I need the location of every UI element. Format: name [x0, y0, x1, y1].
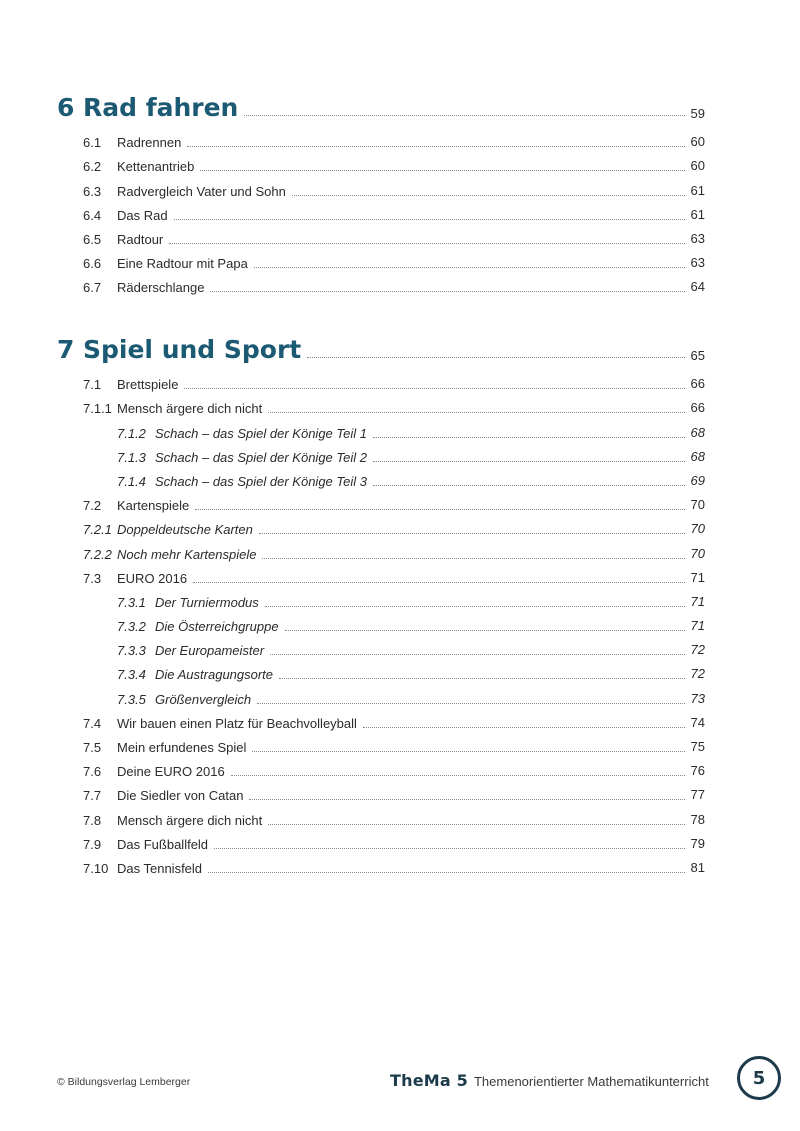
dot-leader	[252, 750, 685, 752]
toc-entry[interactable]	[57, 127, 705, 151]
entry-number: 7.3.4	[117, 667, 146, 683]
chapter-number: 6	[57, 93, 75, 122]
dot-leader	[265, 605, 685, 607]
entry-page: 64	[690, 279, 705, 295]
chapter-page: 65	[690, 348, 705, 363]
entry-number: 7.1.2	[117, 425, 146, 441]
entry-title: Wir bauen einen Platz für Beachvolleyball	[117, 715, 357, 731]
entry-title: Mensch ärgere dich nicht	[117, 401, 263, 417]
toc-entry[interactable]	[57, 587, 705, 611]
toc-entry[interactable]	[57, 466, 705, 490]
entry-title: Radtour	[117, 231, 164, 247]
entry-title: Räderschlange	[117, 280, 205, 296]
dot-leader	[268, 823, 685, 825]
toc-entry[interactable]	[57, 780, 705, 804]
dot-leader	[257, 702, 685, 704]
toc-entry[interactable]	[57, 175, 705, 199]
toc-entry[interactable]	[57, 248, 705, 272]
entry-number: 7.9	[83, 836, 102, 852]
entry-number: 6.1	[83, 135, 102, 151]
entry-page: 71	[690, 569, 705, 585]
entry-title: Kettenantrieb	[117, 159, 195, 175]
dot-leader	[268, 411, 685, 413]
dot-leader	[193, 581, 685, 583]
entry-number: 7.1.3	[117, 449, 146, 465]
dot-leader	[249, 798, 685, 800]
entry-page: 78	[690, 811, 705, 827]
dot-leader	[363, 726, 685, 728]
entry-number: 6.3	[83, 183, 102, 199]
entry-page: 73	[690, 690, 705, 706]
dot-leader	[373, 436, 685, 438]
entry-number: 6.4	[83, 207, 102, 223]
dot-leader	[231, 774, 685, 776]
entry-page: 79	[690, 835, 705, 851]
dot-leader	[270, 653, 685, 655]
entry-number: 7.3.3	[117, 643, 146, 659]
chapter-heading	[57, 89, 705, 123]
entry-number: 7.1	[83, 377, 102, 393]
entry-number: 7.7	[83, 788, 102, 804]
toc-entry[interactable]	[57, 853, 705, 877]
dot-leader	[262, 557, 685, 559]
entry-title: Der Europameister	[155, 643, 265, 659]
entry-title: Radvergleich Vater und Sohn	[117, 183, 286, 199]
dot-leader	[214, 847, 685, 849]
entry-number: 7.3.5	[117, 691, 146, 707]
toc-entry[interactable]	[57, 732, 705, 756]
entry-number: 7.3	[83, 570, 102, 586]
dot-leader	[254, 266, 685, 268]
entry-title: Das Tennisfeld	[117, 860, 203, 876]
page-number: 5	[737, 1056, 781, 1100]
dot-leader	[210, 290, 685, 292]
entry-title: Doppeldeutsche Karten	[117, 522, 253, 538]
entry-number: 6.5	[83, 231, 102, 247]
dot-leader	[200, 169, 685, 171]
entry-page: 72	[690, 666, 705, 682]
entry-title: Die Austragungsorte	[155, 667, 274, 683]
entry-title: EURO 2016	[117, 570, 188, 586]
entry-title: Radrennen	[117, 135, 182, 151]
entry-number: 6.6	[83, 256, 102, 272]
entry-title: Eine Radtour mit Papa	[117, 256, 248, 272]
entry-page: 66	[690, 376, 705, 392]
entry-number: 6.7	[83, 280, 102, 296]
toc-entry[interactable]	[57, 514, 705, 538]
toc-entry[interactable]	[57, 804, 705, 828]
toc-entry[interactable]	[57, 369, 705, 393]
entry-page: 63	[690, 255, 705, 271]
entry-number: 6.2	[83, 159, 102, 175]
entry-number: 7.2	[83, 498, 102, 514]
entry-title: Schach – das Spiel der Könige Teil 3	[155, 473, 367, 489]
entry-page: 61	[690, 206, 705, 222]
chapter-heading	[57, 331, 705, 365]
entry-title: Brettspiele	[117, 377, 179, 393]
entry-title: Die Siedler von Catan	[117, 788, 244, 804]
entry-page: 66	[690, 400, 705, 416]
entry-page: 71	[690, 593, 705, 609]
entry-number: 7.4	[83, 715, 102, 731]
chapter-title: Spiel und Sport	[83, 335, 302, 364]
entry-page: 74	[690, 714, 705, 730]
toc-entry[interactable]	[57, 417, 705, 441]
entry-page: 77	[690, 787, 705, 803]
toc-entry[interactable]	[57, 272, 705, 296]
toc-entry[interactable]	[57, 151, 705, 175]
entry-title: Die Österreichgruppe	[155, 619, 279, 635]
dot-leader	[184, 387, 685, 389]
copyright-notice: © Bildungsverlag Lemberger	[57, 1076, 191, 1088]
entry-page: 69	[690, 472, 705, 488]
toc-entry[interactable]	[57, 659, 705, 683]
entry-title: Schach – das Spiel der Könige Teil 1	[155, 425, 367, 441]
toc-entry[interactable]	[57, 635, 705, 659]
footer-brand	[390, 1071, 709, 1090]
entry-number: 7.3.1	[117, 594, 146, 610]
entry-number: 7.6	[83, 764, 102, 780]
entry-title: Der Turniermodus	[155, 594, 259, 610]
entry-number: 7.1.4	[117, 473, 146, 489]
entry-page: 60	[690, 134, 705, 150]
chapter-page: 59	[690, 106, 705, 121]
entry-title: Größenvergleich	[155, 691, 252, 707]
entry-title: Deine EURO 2016	[117, 764, 225, 780]
dot-leader	[195, 508, 685, 510]
entry-page: 70	[690, 545, 705, 561]
toc-entry[interactable]	[57, 393, 705, 417]
entry-title: Das Rad	[117, 207, 168, 223]
dot-leader	[373, 484, 685, 486]
entry-title: Mein erfundenes Spiel	[117, 740, 247, 755]
entry-number: 7.8	[83, 812, 102, 828]
toc-entry[interactable]	[57, 611, 705, 635]
toc-entry[interactable]	[57, 224, 705, 248]
entry-number: 7.10	[83, 860, 109, 876]
entry-title: Kartenspiele	[117, 498, 190, 514]
toc-entry[interactable]	[57, 538, 705, 562]
entry-page: 68	[690, 424, 705, 440]
dot-leader	[169, 242, 685, 244]
brand-logo: TheMa 5	[390, 1071, 468, 1090]
dot-leader	[279, 677, 685, 679]
dot-leader	[285, 629, 685, 631]
dot-leader	[244, 114, 685, 116]
chapter-6	[57, 89, 705, 296]
entry-page: 61	[690, 182, 705, 198]
dot-leader	[259, 532, 685, 534]
entry-page: 71	[690, 618, 705, 634]
toc-entry[interactable]	[57, 490, 705, 514]
toc-entry[interactable]	[57, 756, 705, 780]
entry-page: 68	[690, 448, 705, 464]
entry-page: 75	[690, 739, 705, 754]
chapter-title: Rad fahren	[83, 93, 239, 122]
entry-number: 7.5	[83, 740, 102, 755]
dot-leader	[208, 871, 685, 873]
entry-list	[57, 369, 705, 877]
entry-number: 7.3.2	[117, 619, 146, 635]
entry-number: 7.1.1	[83, 401, 112, 417]
dot-leader	[174, 218, 685, 220]
dot-leader	[187, 145, 685, 147]
toc-entry[interactable]	[57, 563, 705, 587]
entry-list	[57, 127, 705, 296]
entry-page: 81	[690, 859, 705, 875]
chapter-7	[57, 331, 705, 877]
dot-leader	[307, 356, 685, 358]
entry-page: 76	[690, 763, 705, 779]
toc-entry[interactable]	[57, 708, 705, 732]
dot-leader	[373, 460, 685, 462]
toc-entry[interactable]	[57, 683, 705, 707]
entry-page: 63	[690, 230, 705, 246]
dot-leader	[292, 194, 685, 196]
entry-title: Das Fußballfeld	[117, 836, 209, 852]
entry-page: 70	[690, 497, 705, 513]
brand-subtitle: Themenorientierter Mathematikunterricht	[473, 1074, 709, 1089]
entry-title: Mensch ärgere dich nicht	[117, 812, 263, 828]
entry-page: 60	[690, 158, 705, 174]
entry-number: 7.2.2	[83, 546, 112, 562]
entry-title: Schach – das Spiel der Könige Teil 2	[155, 449, 367, 465]
entry-title: Noch mehr Kartenspiele	[117, 546, 257, 562]
entry-page: 72	[690, 642, 705, 658]
entry-number: 7.2.1	[83, 522, 112, 538]
toc-entry[interactable]	[57, 442, 705, 466]
toc-entry[interactable]	[57, 829, 705, 853]
chapter-number: 7	[57, 335, 75, 364]
toc-entry[interactable]	[57, 200, 705, 224]
entry-page: 70	[690, 521, 705, 537]
